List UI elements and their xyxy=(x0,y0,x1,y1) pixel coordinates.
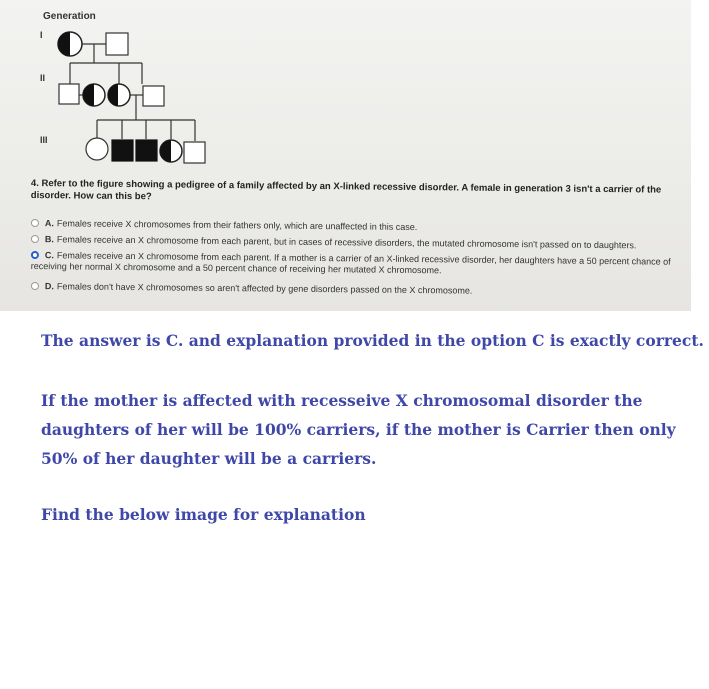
pedigree-chart xyxy=(0,0,700,175)
radio-c-selected-icon[interactable] xyxy=(31,251,39,259)
gen2-unaffected-male-2 xyxy=(143,86,164,106)
generation-label-2: II xyxy=(40,73,46,83)
generation-title: Generation xyxy=(43,11,96,22)
explanation-paragraph: If the mother is affected with recesseive X chromosomal disorder the daughters of her will be 100% carriers, if the mother is Carrier then only 50% of her daughter will be a carriers. xyxy=(41,391,676,468)
find-image-line: Find the below image for explanation xyxy=(41,505,366,524)
option-b-letter: B. xyxy=(44,234,54,245)
option-a-letter: A. xyxy=(44,218,54,229)
option-d-text: Females don't have X chromosomes so aren't affected by gene disorders passed on the X chromosome. xyxy=(56,281,473,296)
radio-b-icon[interactable] xyxy=(31,235,39,243)
option-c[interactable] xyxy=(31,250,671,279)
gen3-unaffected-female xyxy=(86,138,108,160)
radio-d-icon[interactable] xyxy=(31,282,39,290)
gen3-affected-male-1 xyxy=(112,140,133,161)
question-text: 4. Refer to the figure showing a pedigree of a family affected by an X-linked recessive disorder. A female in generation 3 isn't a carrier of the disorder. How can this be? xyxy=(30,178,662,203)
generation-label-3: III xyxy=(40,135,48,145)
option-d[interactable] xyxy=(31,281,671,299)
option-d-letter: D. xyxy=(44,281,54,292)
option-b[interactable] xyxy=(31,234,671,252)
option-c-text: Females receive an X chromosome from each parent. If a mother is a carrier of an X-linked recessive disorder, her daughters have a 50 percent chance of receiving her normal X chromosome and a 50 percent chance of receiving her mutated X chromosome. xyxy=(30,250,671,276)
option-b-text: Females receive an X chromosome from each parent, but in cases of recessive disorders, the mutated chromosome isn't passed on to daughters. xyxy=(56,234,637,251)
gen1-unaffected-male xyxy=(106,33,128,55)
generation-label-1: I xyxy=(40,30,43,40)
option-c-letter: C. xyxy=(44,250,54,261)
option-a-text: Females receive X chromosomes from their fathers only, which are unaffected in this case. xyxy=(56,218,418,233)
question-photo xyxy=(0,0,700,311)
answer-line: The answer is C. and explanation provided in the option C is exactly correct. xyxy=(41,331,704,350)
option-a[interactable] xyxy=(31,218,671,236)
gen3-affected-male-2 xyxy=(136,140,157,161)
gen3-unaffected-male xyxy=(184,142,205,163)
radio-a-icon[interactable] xyxy=(31,219,39,227)
gen2-unaffected-male xyxy=(59,84,79,104)
